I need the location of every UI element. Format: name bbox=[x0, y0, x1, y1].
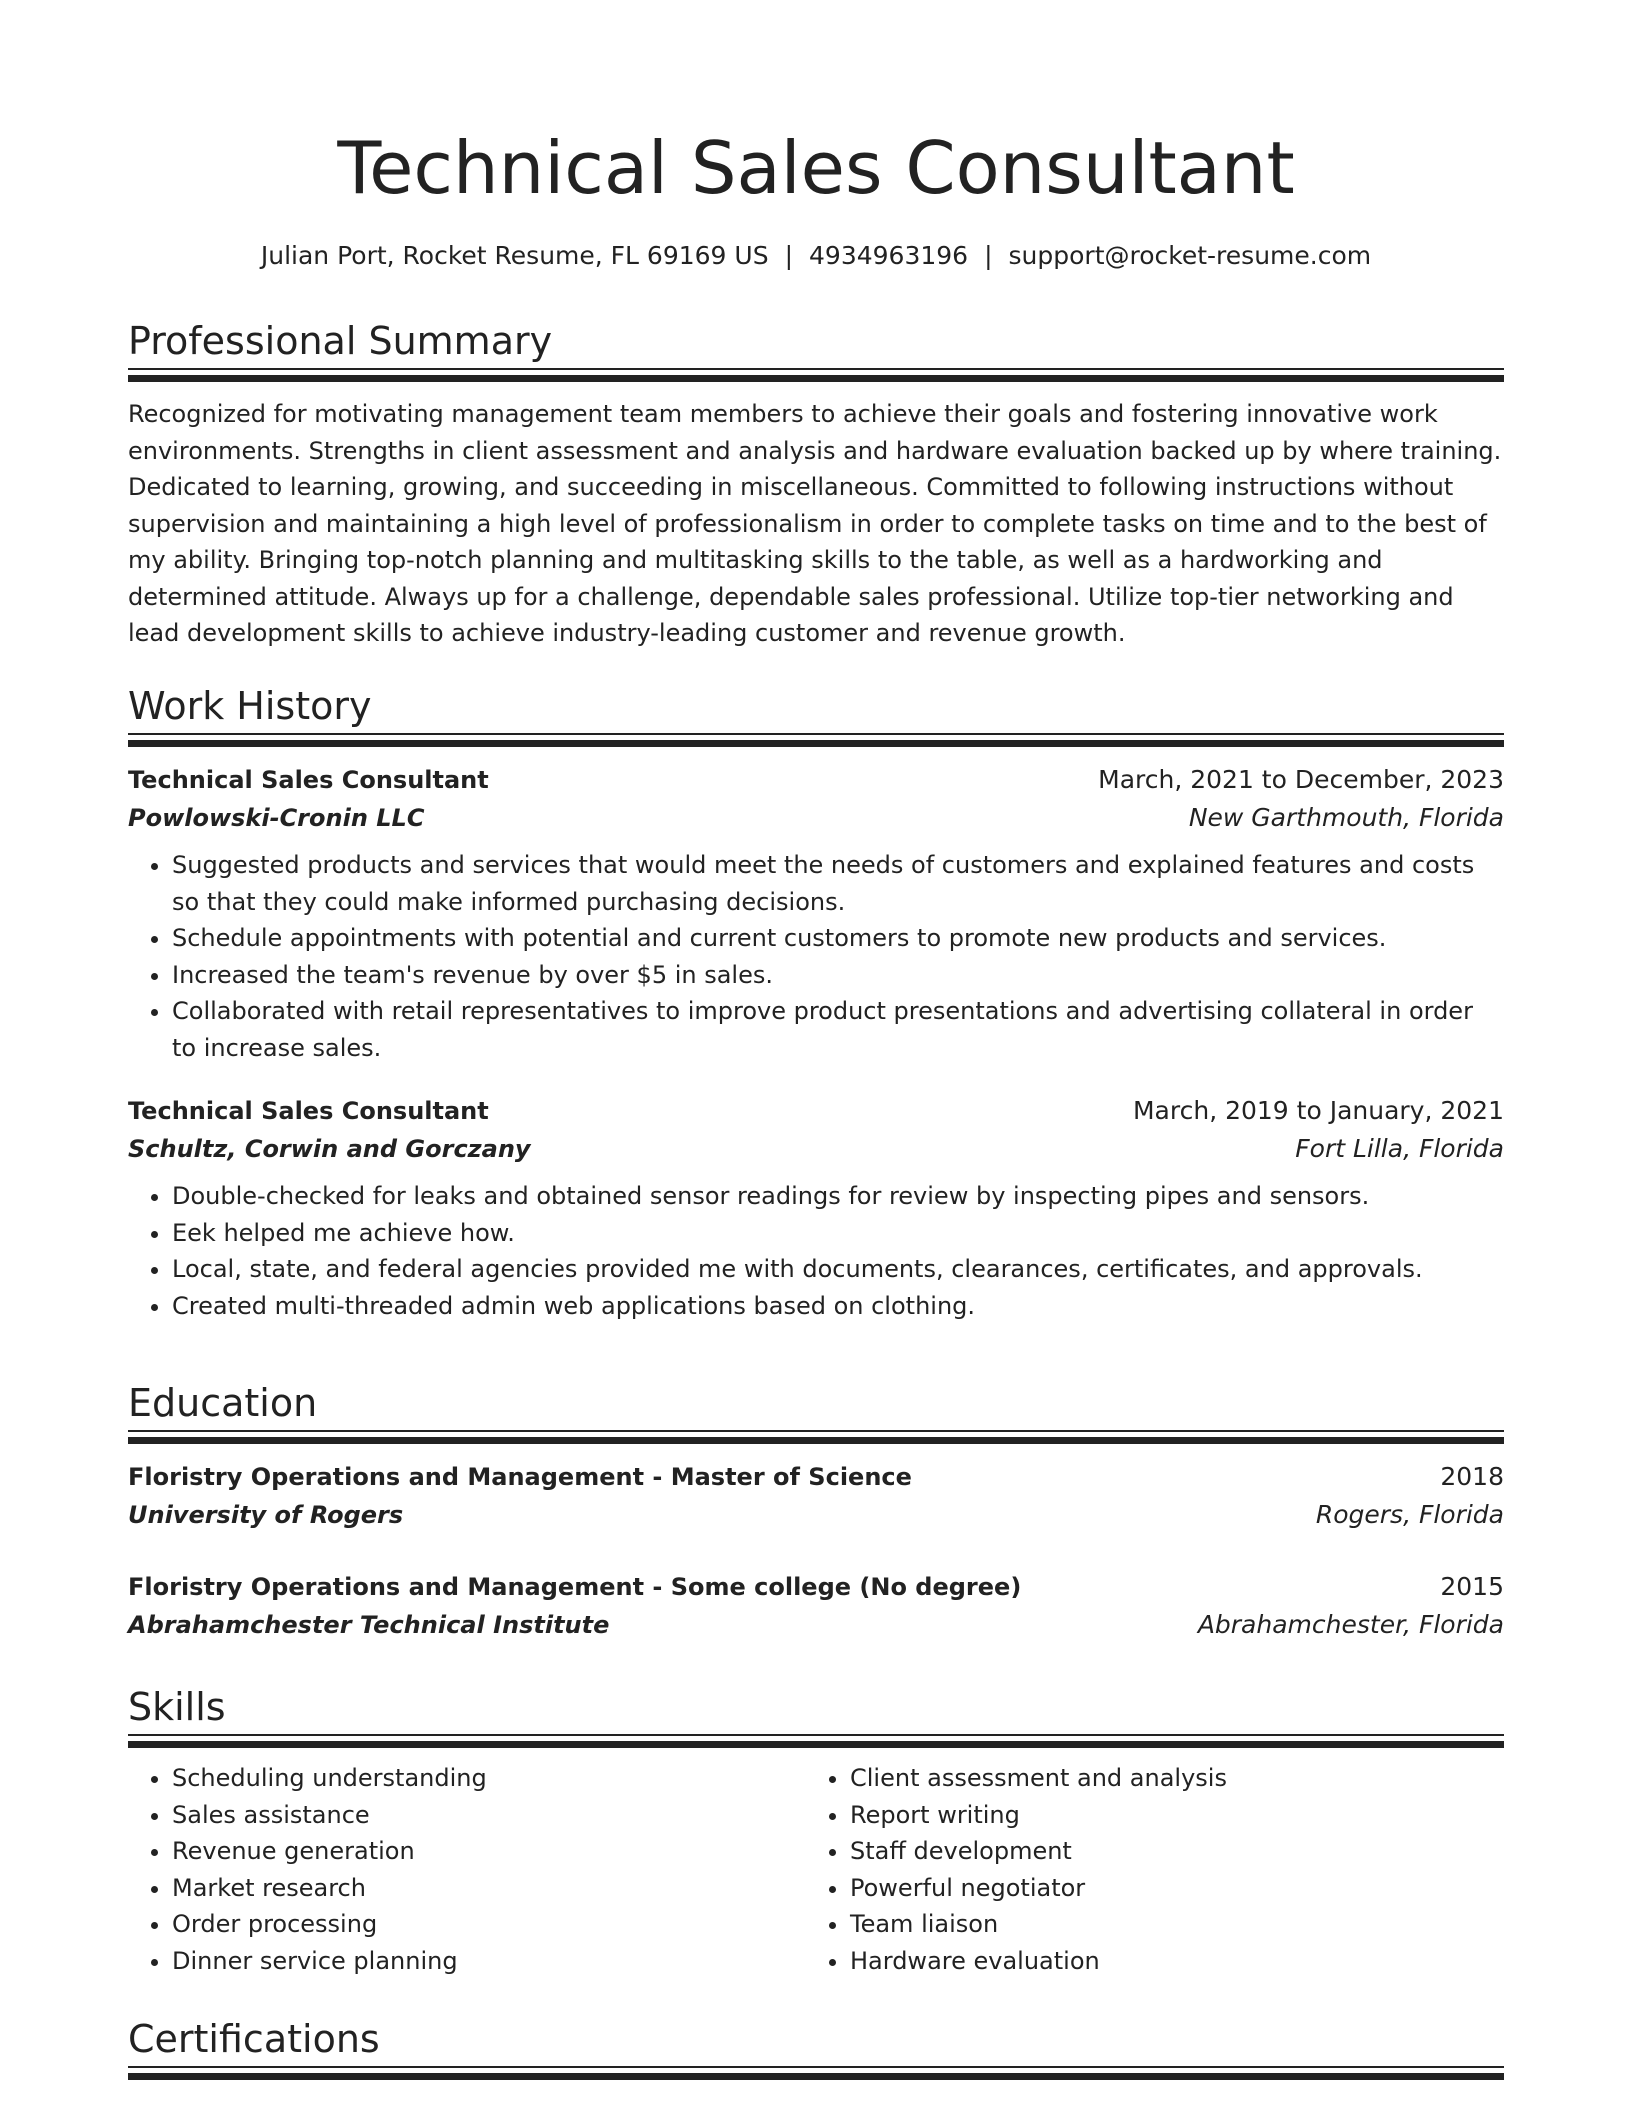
work-section bbox=[128, 681, 1504, 1324]
list-item: • Powerful negotiator bbox=[850, 1870, 1484, 1907]
list-item: • Collaborated with retail representatives to improve product presentations and advertising collateral in order to increase sales. bbox=[172, 993, 1504, 1066]
job-dates: March, 2021 to December, 2023 bbox=[1098, 765, 1504, 794]
summary-heading: Professional Summary bbox=[128, 319, 553, 363]
education-heading: Education bbox=[128, 1381, 318, 1425]
list-item: • Scheduling understanding bbox=[172, 1760, 806, 1797]
contact-separator: | bbox=[784, 241, 794, 270]
resume-title: Technical Sales Consultant bbox=[337, 126, 1295, 210]
summary-text: Recognized for motivating management team members to achieve their goals and fostering innovative work environments. Strengths in client assessment and analysis and hardware evaluation backed up by where training. Dedicated to learning, growing, and succeeding in miscellaneous. Committed to following instructions without supervision and maintaining a high level of professionalism in order to complete tasks on time and to the best of my ability. Bringing top-notch planning and multitasking skills to the table, as well as a hardworking and determined attitude. Always up for a challenge, dependable sales professional. Utilize top-tier networking and lead development skills to achieve industry-leading customer and revenue growth. bbox=[128, 400, 1502, 647]
section-divider bbox=[128, 1430, 1504, 1444]
summary-section bbox=[128, 316, 1504, 652]
job-company: Schultz, Corwin and Gorczany bbox=[128, 1135, 531, 1163]
list-item: • Eek helped me achieve how. bbox=[172, 1215, 1504, 1252]
list-item: • Market research bbox=[172, 1870, 806, 1907]
skills-columns bbox=[128, 1760, 1504, 1979]
list-item: • Team liaison bbox=[850, 1906, 1484, 1943]
education-section bbox=[128, 1378, 1504, 1644]
section-divider bbox=[128, 368, 1504, 382]
list-item: • Hardware evaluation bbox=[850, 1943, 1484, 1980]
education-school: University of Rogers bbox=[128, 1501, 404, 1529]
contact-address: Julian Port, Rocket Resume, FL 69169 US bbox=[260, 241, 769, 270]
education-header-row bbox=[128, 1458, 1504, 1496]
certifications-section bbox=[128, 2014, 1504, 2080]
job-title: Technical Sales Consultant bbox=[128, 766, 489, 794]
education-school-row bbox=[128, 1496, 1504, 1534]
education-school: Abrahamchester Technical Institute bbox=[128, 1611, 610, 1639]
job-location: New Garthmouth, Florida bbox=[1188, 803, 1504, 832]
list-item: • Staff development bbox=[850, 1833, 1484, 1870]
list-item: • Local, state, and federal agencies provided me with documents, clearances, certificates, and approvals. bbox=[172, 1251, 1504, 1288]
list-item: • Order processing bbox=[172, 1906, 806, 1943]
skills-section bbox=[128, 1682, 1504, 1979]
job-dates: March, 2019 to January, 2021 bbox=[1132, 1096, 1504, 1125]
skills-heading: Skills bbox=[128, 1685, 226, 1729]
education-school-row bbox=[128, 1606, 1504, 1644]
job-location: Fort Lilla, Florida bbox=[1295, 1134, 1504, 1163]
contact-line bbox=[128, 238, 1504, 274]
education-year: 2018 bbox=[1440, 1462, 1504, 1491]
list-item: • Revenue generation bbox=[172, 1833, 806, 1870]
education-degree: Floristry Operations and Management - Master of Science bbox=[128, 1463, 912, 1491]
education-entry bbox=[128, 1568, 1504, 1644]
contact-phone: 4934963196 bbox=[809, 241, 969, 270]
list-item: • Double-checked for leaks and obtained sensor readings for review by inspecting pipes and sensors. bbox=[172, 1178, 1504, 1215]
job-company-row bbox=[128, 1130, 1504, 1168]
education-header-row bbox=[128, 1568, 1504, 1606]
job-company: Powlowski-Cronin LLC bbox=[128, 804, 425, 832]
job-bullets bbox=[128, 1178, 1504, 1324]
list-item: • Increased the team's revenue by over $5 in sales. bbox=[172, 957, 1504, 994]
list-item: • Created multi-threaded admin web applications based on clothing. bbox=[172, 1288, 1504, 1325]
education-degree: Floristry Operations and Management - Some college (No degree) bbox=[128, 1573, 1022, 1601]
skills-list-right bbox=[806, 1760, 1484, 1979]
job-company-row bbox=[128, 799, 1504, 837]
job-header-row bbox=[128, 1092, 1504, 1130]
list-item: • Sales assistance bbox=[172, 1797, 806, 1834]
education-year: 2015 bbox=[1440, 1572, 1504, 1601]
job-bullets bbox=[128, 847, 1504, 1066]
list-item: • Schedule appointments with potential and current customers to promote new products and services. bbox=[172, 920, 1504, 957]
education-location: Abrahamchester, Florida bbox=[1197, 1610, 1504, 1639]
contact-separator: | bbox=[984, 241, 993, 270]
section-divider bbox=[128, 733, 1504, 747]
section-divider bbox=[128, 2066, 1504, 2080]
education-location: Rogers, Florida bbox=[1315, 1500, 1504, 1529]
job-header-row bbox=[128, 761, 1504, 799]
job-title: Technical Sales Consultant bbox=[128, 1097, 489, 1125]
list-item: • Client assessment and analysis bbox=[850, 1760, 1484, 1797]
education-entry bbox=[128, 1458, 1504, 1534]
section-divider bbox=[128, 1734, 1504, 1748]
certifications-heading: Certifications bbox=[128, 2017, 380, 2061]
skills-list-left bbox=[128, 1760, 806, 1979]
list-item: • Report writing bbox=[850, 1797, 1484, 1834]
job-entry bbox=[128, 761, 1504, 1066]
work-heading: Work History bbox=[128, 684, 372, 728]
list-item: • Suggested products and services that would meet the needs of customers and explained features and costs so that they could make informed purchasing decisions. bbox=[172, 847, 1504, 920]
job-entry bbox=[128, 1092, 1504, 1324]
contact-email: support@rocket-resume.com bbox=[1008, 241, 1372, 270]
list-item: • Dinner service planning bbox=[172, 1943, 806, 1980]
